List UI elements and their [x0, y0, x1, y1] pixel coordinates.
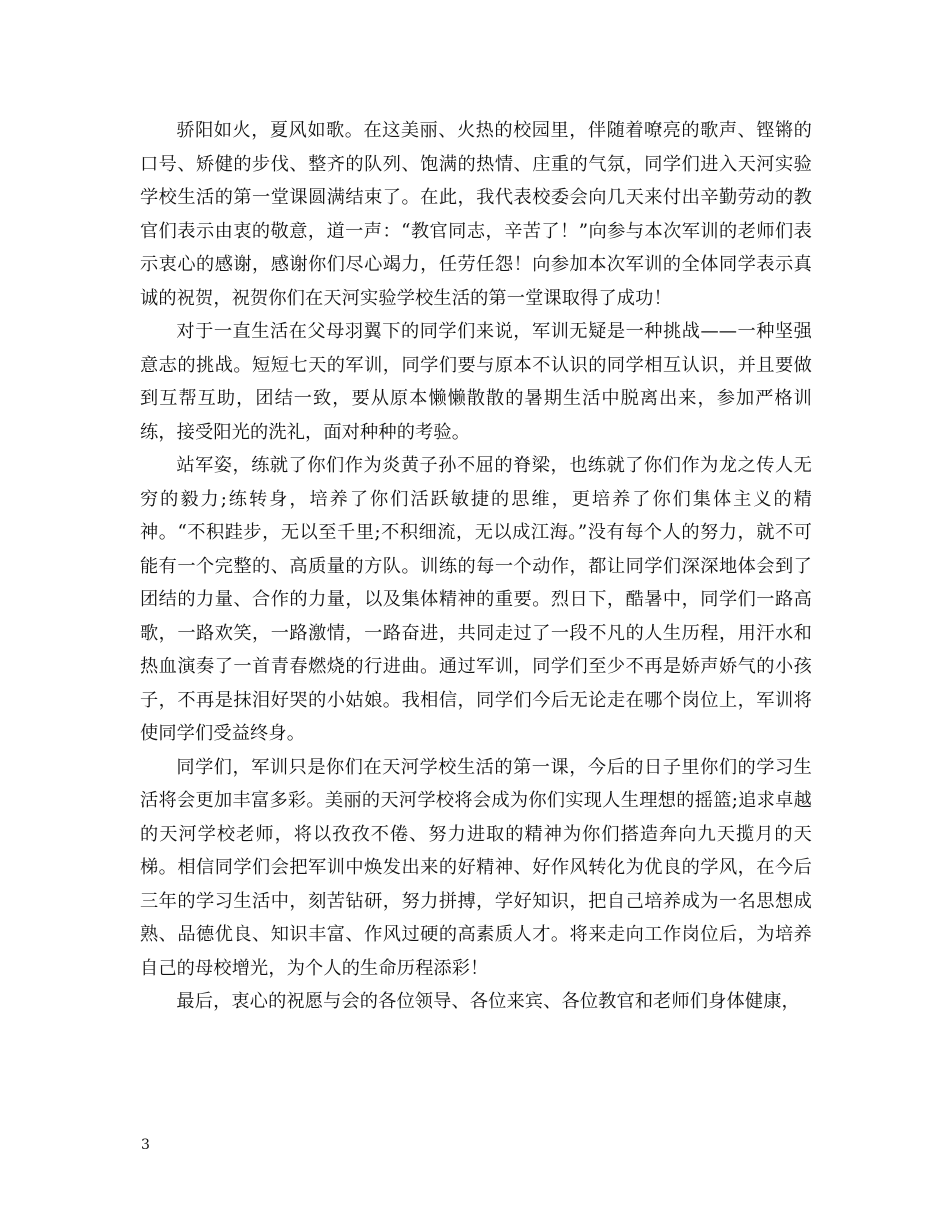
- paragraph-3: 站军姿，练就了你们作为炎黄子孙不屈的脊梁，也练就了你们作为龙之传人无穷的毅力;练转身，培养了你们活跃敏捷的思维，更培养了你们集体主义的精神。“不积跬步，无以至千里;不积细流，无以成江海。”没有每个人的努力，就不可能有一个完整的、高质量的方队。训练的每一个动作，都让同学们深深地体会到了团结的力量、合作的力量，以及集体精神的重要。烈日下，酷暑中，同学们一路高歌，一路欢笑，一路激情，一路奋进，共同走过了一段不凡的人生历程，用汗水和热血演奏了一首青春燃烧的行进曲。通过军训，同学们至少不再是娇声娇气的小孩子，不再是抹泪好哭的小姑娘。我相信，同学们今后无论走在哪个岗位上，军训将使同学们受益终身。: [140, 455, 812, 744]
- page-number: 3: [141, 1137, 150, 1153]
- document-body: [140, 114, 812, 1019]
- paragraph-4: 同学们，军训只是你们在天河学校生活的第一课，今后的日子里你们的学习生活将会更加丰富多彩。美丽的天河学校将会成为你们实现人生理想的摇篮;追求卓越的天河学校老师，将以孜孜不倦、努力进取的精神为你们搭造奔向九天揽月的天梯。相信同学们会把军训中焕发出来的好精神、好作风转化为优良的学风，在今后三年的学习生活中，刻苦钻研，努力拼搏，学好知识，把自己培养成为一名思想成熟、品德优良、知识丰富、作风过硬的高素质人才。将来走向工作岗位后，为培养自己的母校增光，为个人的生命历程添彩！: [140, 756, 812, 979]
- paragraph-5: 最后，衷心的祝愿与会的各位领导、各位来宾、各位教官和老师们身体健康，: [176, 991, 800, 1012]
- paragraph-2: 对于一直生活在父母羽翼下的同学们来说，军训无疑是一种挑战——一种坚强意志的挑战。短短七天的军训，同学们要与原本不认识的同学相互认识，并且要做到互帮互助，团结一致，要从原本懒懒散散的暑期生活中脱离出来，参加严格训练，接受阳光的洗礼，面对种种的考验。: [140, 321, 812, 443]
- paragraph-1: 骄阳如火，夏风如歌。在这美丽、火热的校园里，伴随着嘹亮的歌声、铿锵的口号、矫健的步伐、整齐的队列、饱满的热情、庄重的气氛，同学们进入天河实验学校生活的第一堂课圆满结束了。在此，我代表校委会向几天来付出辛勤劳动的教官们表示由衷的敬意，道一声：“教官同志，辛苦了！”向参与本次军训的老师们表示衷心的感谢，感谢你们尽心竭力，任劳任怨！向参加本次军训的全体同学表示真诚的祝贺，祝贺你们在天河实验学校生活的第一堂课取得了成功！: [140, 120, 812, 309]
